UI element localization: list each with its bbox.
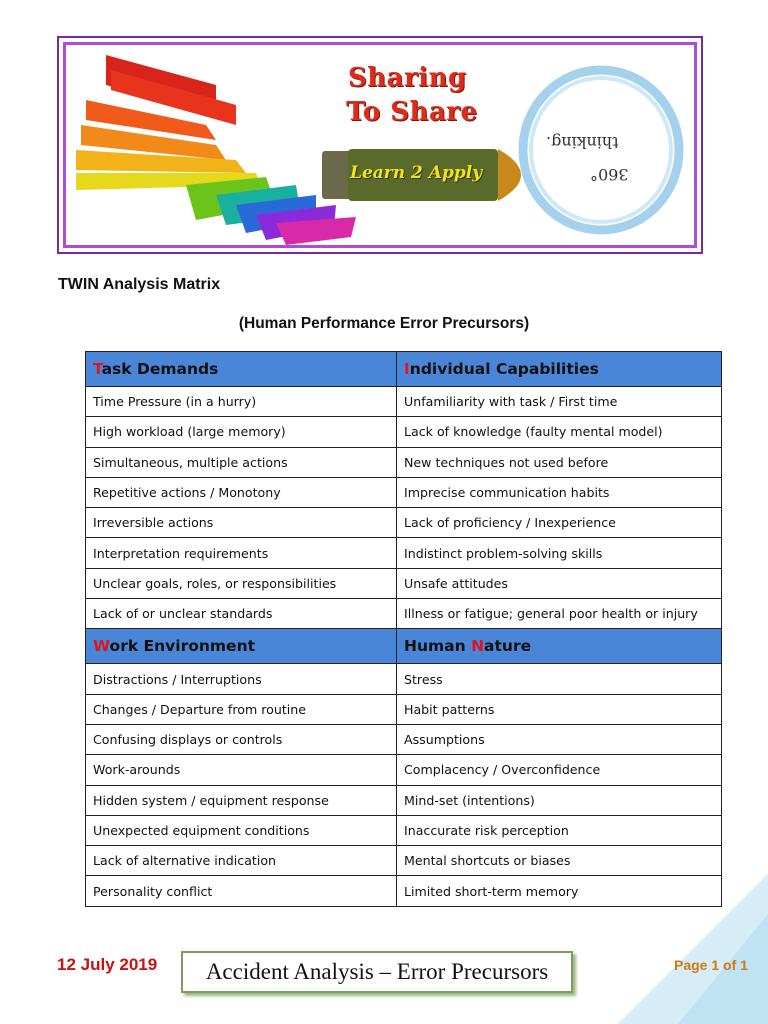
left-column-cell: Lack of alternative indication xyxy=(86,846,397,876)
table-row xyxy=(86,417,722,447)
right-column-cell: Limited short-term memory xyxy=(397,876,722,906)
table-row xyxy=(86,755,722,785)
logo-to-share-text: To Share xyxy=(346,97,478,127)
right-column-cell: Lack of proficiency / Inexperience xyxy=(397,508,722,538)
section1-right-header xyxy=(397,352,722,387)
left-column-cell: Irreversible actions xyxy=(86,508,397,538)
table-row xyxy=(86,815,722,845)
table-row xyxy=(86,694,722,724)
section-header-row xyxy=(86,352,722,387)
table-body xyxy=(86,352,722,907)
left-column-cell: Time Pressure (in a hurry) xyxy=(86,387,397,417)
logo-sharing-text: Sharing xyxy=(348,63,467,93)
mirrored-360-text: 360° xyxy=(590,165,629,184)
section-header-row xyxy=(86,629,722,664)
right-column-cell: Habit patterns xyxy=(397,694,722,724)
banner-inner-frame xyxy=(63,42,697,248)
right-column-cell: New techniques not used before xyxy=(397,447,722,477)
right-column-cell: Inaccurate risk perception xyxy=(397,815,722,845)
header-banner xyxy=(57,36,703,254)
right-column-cell: Complacency / Overconfidence xyxy=(397,755,722,785)
table-row xyxy=(86,846,722,876)
left-column-cell: Personality conflict xyxy=(86,876,397,906)
header-initial-letter: T xyxy=(93,360,102,378)
table-row xyxy=(86,508,722,538)
twin-analysis-table xyxy=(85,351,722,907)
left-column-cell: Repetitive actions / Monotony xyxy=(86,477,397,507)
header-rest-text: ature xyxy=(484,637,532,656)
header-rest-text: ask Demands xyxy=(101,360,219,378)
left-column-cell: Simultaneous, multiple actions xyxy=(86,447,397,477)
right-column-cell: Unfamiliarity with task / First time xyxy=(397,387,722,417)
left-column-cell: Unexpected equipment conditions xyxy=(86,815,397,845)
table-row xyxy=(86,599,722,629)
right-column-cell: Mental shortcuts or biases xyxy=(397,846,722,876)
left-column-cell: Hidden system / equipment response xyxy=(86,785,397,815)
table-row xyxy=(86,785,722,815)
page-number: Page 1 of 1 xyxy=(674,957,748,973)
left-column-cell: Lack of or unclear standards xyxy=(86,599,397,629)
stacked-books-illustration xyxy=(66,45,366,245)
table-row xyxy=(86,724,722,754)
right-column-cell: Stress xyxy=(397,664,722,694)
left-column-cell: Work-arounds xyxy=(86,755,397,785)
left-column-cell: Distractions / Interruptions xyxy=(86,664,397,694)
mirrored-thinking-text: thinking. xyxy=(546,133,619,152)
table-row xyxy=(86,664,722,694)
header-prefix-text: Human xyxy=(404,637,472,656)
right-column-cell: Lack of knowledge (faulty mental model) xyxy=(397,417,722,447)
footer-date: 12 July 2019 xyxy=(57,955,158,974)
table-row xyxy=(86,447,722,477)
table-row xyxy=(86,477,722,507)
table-row xyxy=(86,387,722,417)
corner-decoration xyxy=(538,874,768,1024)
left-column-cell: High workload (large memory) xyxy=(86,417,397,447)
footer-title: Accident Analysis – Error Precursors xyxy=(181,951,573,993)
right-column-cell: Illness or fatigue; general poor health or injury xyxy=(397,599,722,629)
header-rest-text: ndividual Capabilities xyxy=(409,360,599,378)
section2-right-header xyxy=(397,629,722,664)
left-column-cell: Unclear goals, roles, or responsibilities xyxy=(86,568,397,598)
left-column-cell: Interpretation requirements xyxy=(86,538,397,568)
section2-left-header xyxy=(86,629,397,664)
banner-tagline: Learn 2 Apply xyxy=(350,163,483,183)
document-heading: TWIN Analysis Matrix xyxy=(58,276,221,293)
header-initial-letter: N xyxy=(471,637,485,656)
left-column-cell: Changes / Departure from routine xyxy=(86,694,397,724)
header-initial-letter: W xyxy=(93,637,110,656)
header-rest-text: ork Environment xyxy=(109,637,256,656)
header-initial-letter: I xyxy=(404,360,410,378)
left-column-cell: Confusing displays or controls xyxy=(86,724,397,754)
table-row xyxy=(86,538,722,568)
table-row xyxy=(86,568,722,598)
right-column-cell: Assumptions xyxy=(397,724,722,754)
right-column-cell: Mind-set (intentions) xyxy=(397,785,722,815)
document-subheading: (Human Performance Error Precursors) xyxy=(238,315,530,332)
section1-left-header xyxy=(86,352,397,387)
right-column-cell: Imprecise communication habits xyxy=(397,477,722,507)
right-column-cell: Unsafe attitudes xyxy=(397,568,722,598)
right-column-cell: Indistinct problem-solving skills xyxy=(397,538,722,568)
